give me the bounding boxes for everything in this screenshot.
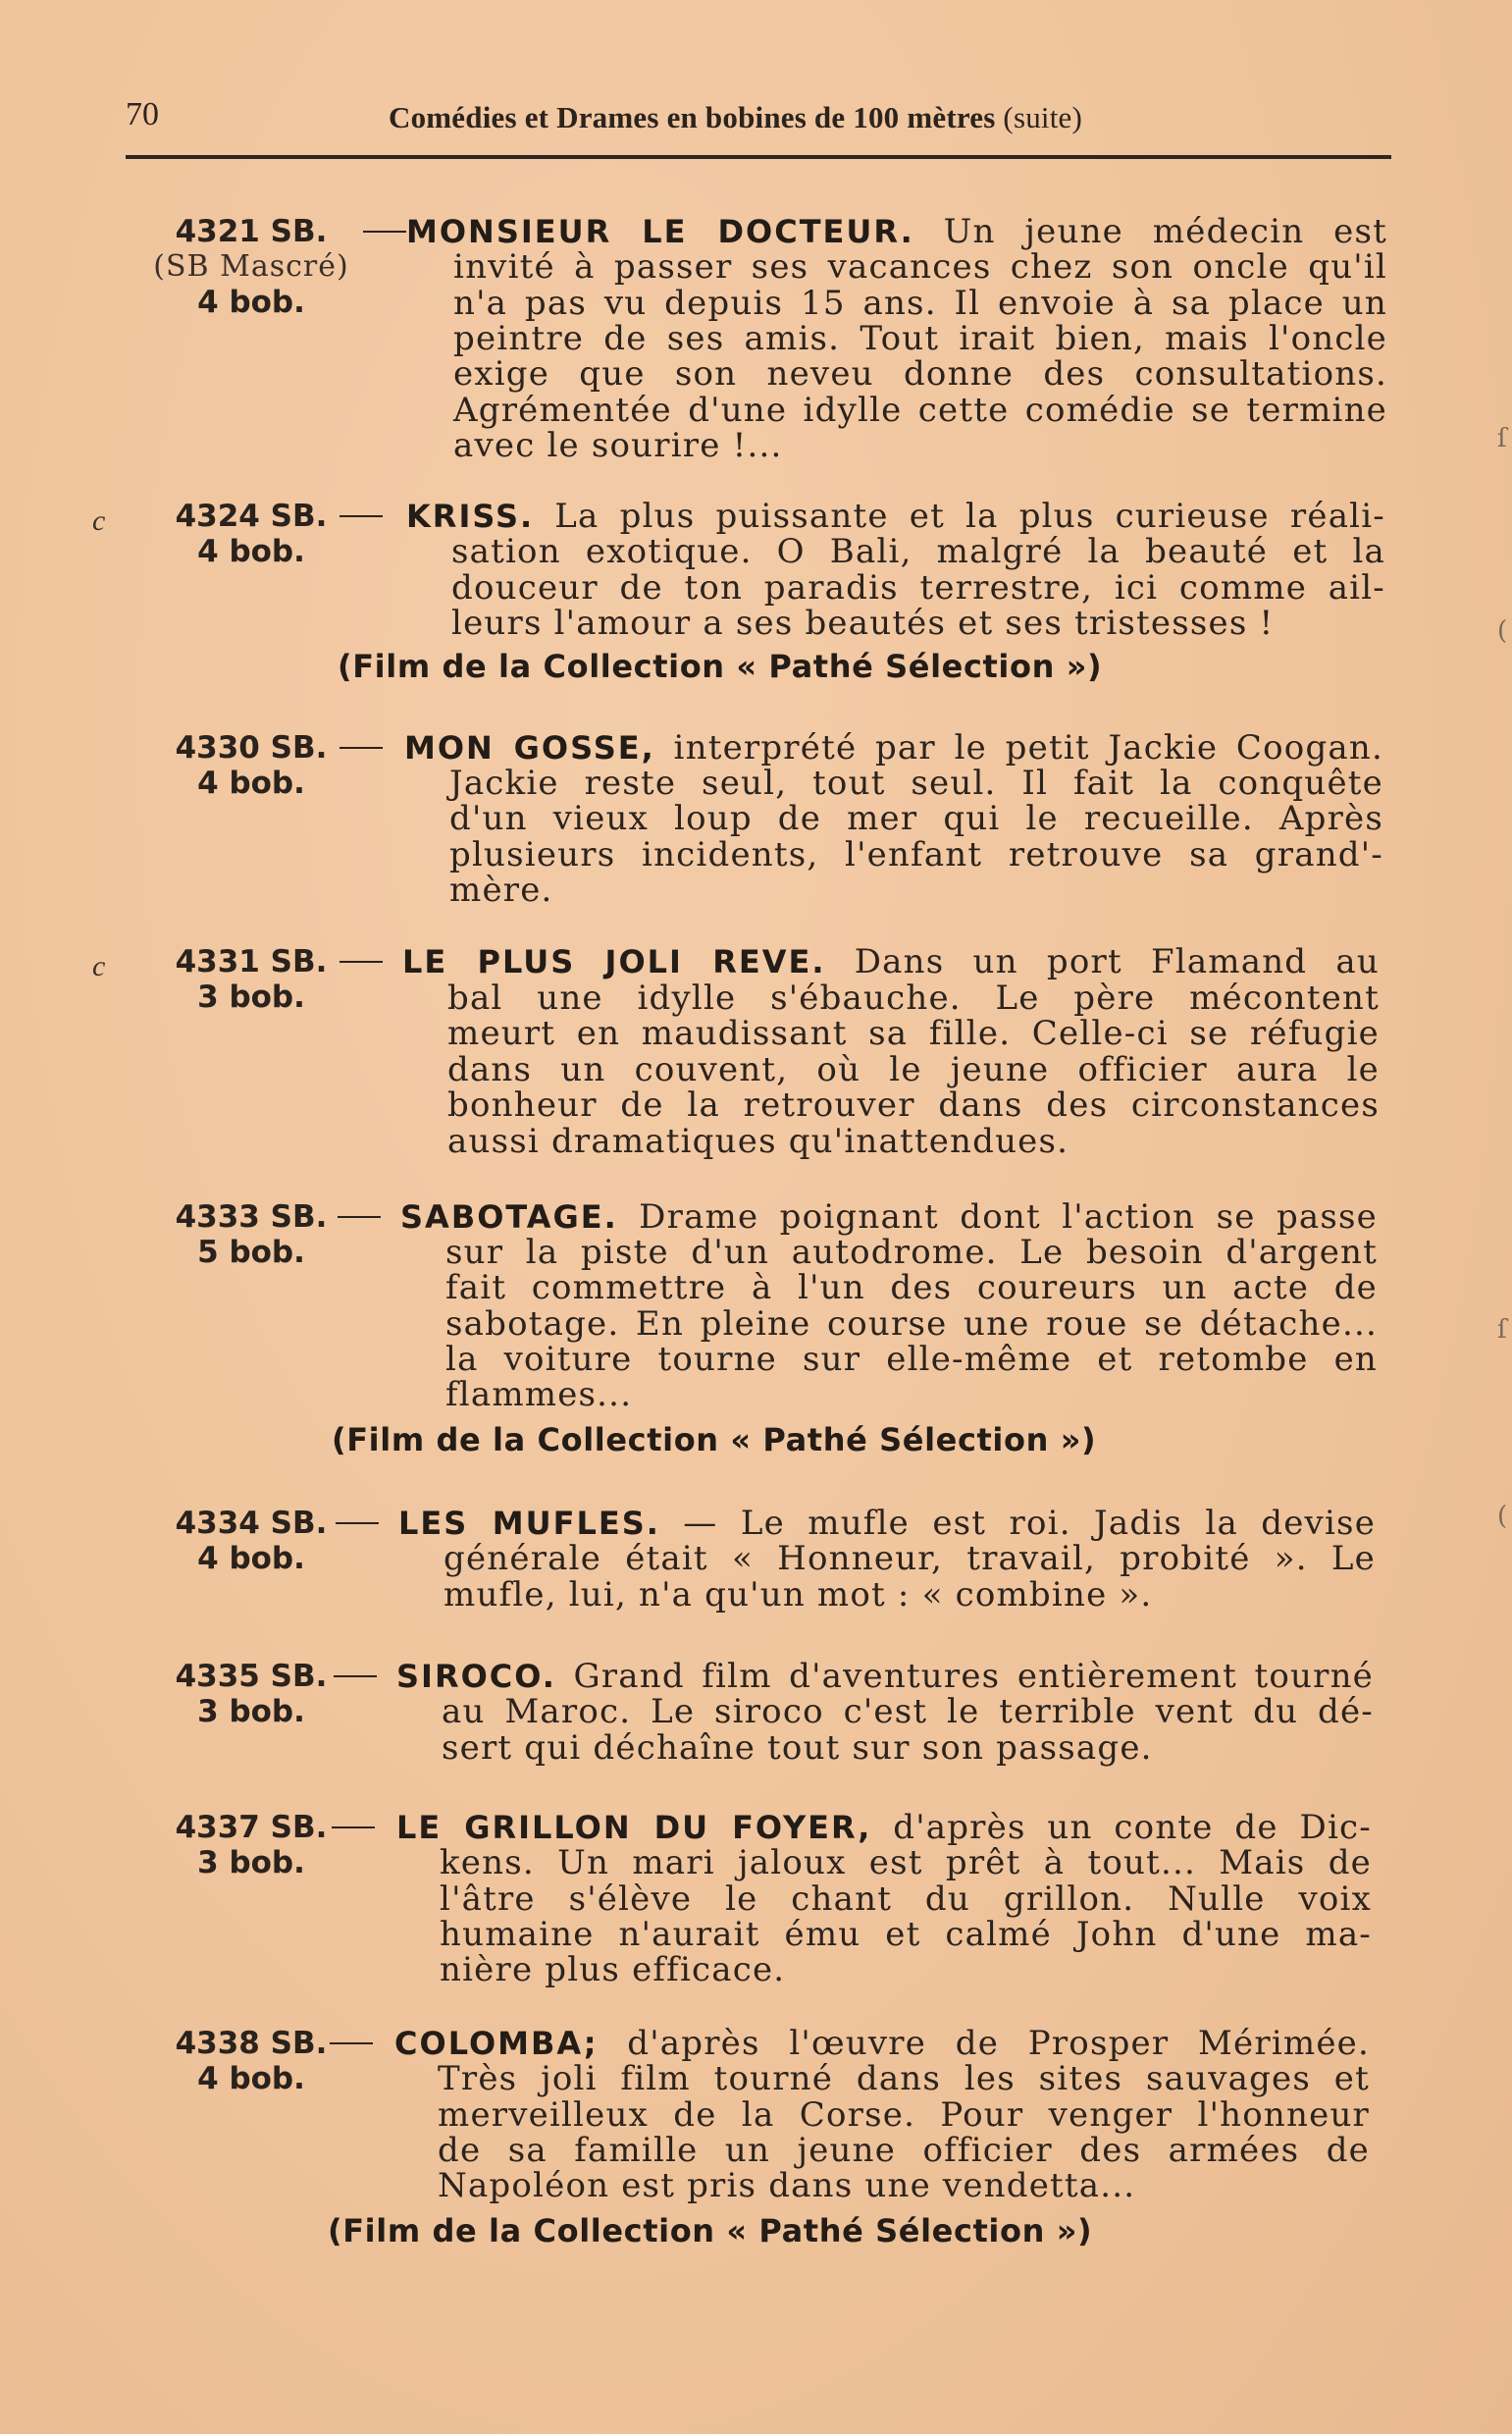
film-title: MON GOSSE, [404,729,655,767]
film-title: LE PLUS JOLI REVE. [402,943,826,980]
running-title-text: Comédies et Drames en bobines de 100 mètres [389,100,996,134]
description-line: leurs l'amour a ses beautés et ses tristesses ! [451,604,1275,643]
description-line: Agrémentée d'une idylle cette comédie se termine [453,391,1387,430]
catalog-mark: c [92,504,106,537]
description-line: au Maroc. Le siroco c'est le terrible vent du dé- [442,1692,1374,1731]
description-line: générale était « Honneur, travail, probité ». Le [443,1539,1376,1578]
film-reference [131,1659,371,1729]
margin-speck: ( [1497,1502,1508,1531]
description-line: nière plus efficace. [440,1950,786,1989]
page-number: 70 [126,96,159,132]
description-line: peintre de ses amis. Tout irait bien, mais l'oncle [453,319,1387,358]
description-line: mufle, lui, n'a qu'un mot : « combine ». [443,1575,1153,1614]
film-number: 4334 SB. [175,1506,328,1541]
description-line: bonheur de la retrouver dans des circonstances [447,1085,1380,1125]
film-reference [131,214,371,320]
description-line: de sa famille un jeune officier des armées de [438,2131,1370,2170]
film-reels: 3 bob. [197,1845,305,1880]
description-line: invité à passer ses vacances chez son oncle qu'il [453,247,1387,287]
description-line: meurt en maudissant sa fille. Celle-ci se réfugie [447,1014,1380,1053]
description-line: mère. [449,871,553,910]
margin-speck: ( [1497,616,1508,646]
description-line: Très joli film tourné dans les sites sauvages et [438,2059,1370,2098]
film-reels: 4 bob. [197,285,305,320]
collection-note: (Film de la Collection « Pathé Sélection ») [332,1421,1097,1458]
film-studio: (SB Mascré) [153,249,349,284]
entry-first-line [404,730,1383,766]
film-reference [131,1199,371,1270]
entry-dash [363,231,406,233]
catalog-mark: c [92,950,106,982]
entry-first-line [406,499,1385,534]
film-title: LES MUFLES. [398,1505,660,1542]
description-first-line: Dans un port Flamand au [854,942,1380,981]
film-number: 4337 SB. [175,1810,328,1845]
description-first-line: — Le mufle est roi. Jadis la devise [683,1504,1377,1543]
film-reels: 3 bob. [197,1694,305,1729]
film-title: SIROCO. [396,1658,556,1695]
description-line: aussi dramatiques qu'inattendues. [447,1122,1069,1161]
description-line: d'un vieux loup de mer qui le recueille. Après [449,799,1383,838]
description-line: exige que son neveu donne des consultations. [453,354,1387,394]
description-line: sation exotique. O Bali, malgré la beauté et la [451,532,1385,571]
description-first-line: La plus puissante et la plus curieuse réali- [554,497,1386,536]
film-reference [131,499,371,569]
description-line: n'a pas vu depuis 15 ans. Il envoie à sa place un [453,284,1387,323]
description-first-line: d'après l'œuvre de Prosper Mérimée. [627,2024,1370,2063]
entry-dash [336,1522,379,1524]
film-number: 4333 SB. [175,1199,328,1235]
description-first-line: Drame poignant dont l'action se passe [639,1197,1378,1237]
description-line: sert qui déchaîne tout sur son passage. [442,1728,1153,1768]
margin-speck: ſ [1497,1315,1507,1345]
description-line: l'âtre s'élève le chant du grillon. Nulle voix [440,1879,1372,1919]
description-line: bal une idylle s'ébauche. Le père mécontent [447,979,1380,1018]
page-header [126,94,1391,159]
description-line: sur la piste d'un autodrome. Le besoin d'argent [445,1233,1378,1272]
description-line: dans un couvent, où le jeune officier aura le [447,1050,1380,1089]
description-line: douceur de ton paradis terrestre, ici comme ail- [451,568,1385,608]
entry-dash [339,747,383,749]
description-line: plusieurs incidents, l'enfant retrouve sa grand'- [449,835,1383,874]
film-reels: 3 bob. [197,979,305,1015]
film-reference [131,944,371,1015]
description-first-line: Un jeune médecin est [943,212,1387,251]
description-line: Jackie reste seul, tout seul. Il fait la conquête [449,764,1383,803]
description-line: flammes... [445,1375,633,1414]
film-number: 4335 SB. [175,1659,328,1694]
entry-first-line [398,1506,1376,1541]
description-line: kens. Un mari jaloux est prêt à tout... Mais de [440,1843,1372,1882]
film-number: 4331 SB. [175,944,328,979]
collection-note: (Film de la Collection « Pathé Sélection ») [328,2212,1093,2249]
description-line: humaine n'aurait ému et calmé John d'une ma- [440,1915,1372,1954]
running-title [389,100,1082,135]
entry-dash [339,515,383,517]
film-number: 4321 SB. [175,214,328,249]
film-number: 4330 SB. [175,730,328,766]
entry-first-line [396,1810,1372,1845]
film-reels: 4 bob. [197,1541,305,1576]
description-first-line: d'après un conte de Dic- [893,1808,1372,1847]
film-number: 4324 SB. [175,499,328,534]
entry-first-line [406,214,1387,249]
film-title: COLOMBA; [394,2025,599,2062]
entry-dash [330,2042,373,2044]
margin-speck: ſ [1497,424,1507,453]
entry-dash [339,961,383,963]
film-title: LE GRILLON DU FOYER, [396,1809,872,1846]
film-title: SABOTAGE. [400,1198,618,1236]
description-first-line: Grand film d'aventures entièrement tourné [573,1657,1374,1696]
film-reference [131,730,371,801]
film-reference [131,2026,371,2096]
film-reels: 4 bob. [197,534,305,569]
film-title: MONSIEUR LE DOCTEUR. [406,213,914,250]
entry-dash [332,1826,375,1828]
film-reels: 4 bob. [197,2061,305,2096]
film-reels: 4 bob. [197,766,305,801]
film-reference [131,1810,371,1880]
entry-dash [334,1675,377,1677]
description-line: sabotage. En pleine course une roue se détache... [445,1304,1378,1344]
collection-note: (Film de la Collection « Pathé Sélection ») [338,648,1103,685]
description-line: fait commettre à l'un des coureurs un acte de [445,1268,1378,1307]
running-title-suffix: (suite) [1003,100,1083,134]
description-line: la voiture tourne sur elle-même et retombe en [445,1340,1378,1379]
description-line: merveilleux de la Corse. Pour venger l'honneur [438,2095,1370,2135]
description-line: Napoléon est pris dans une vendetta... [438,2166,1136,2205]
entry-first-line [396,1659,1374,1694]
description-first-line: interprété par le petit Jackie Coogan. [673,728,1383,767]
entry-dash [338,1216,381,1218]
film-number: 4338 SB. [175,2026,328,2061]
entry-first-line [394,2026,1370,2061]
entry-first-line [400,1199,1378,1235]
film-reference [131,1506,371,1576]
film-reels: 5 bob. [197,1235,305,1270]
entry-first-line [402,944,1380,979]
film-title: KRISS. [406,498,535,535]
description-line: avec le sourire !... [453,426,783,465]
